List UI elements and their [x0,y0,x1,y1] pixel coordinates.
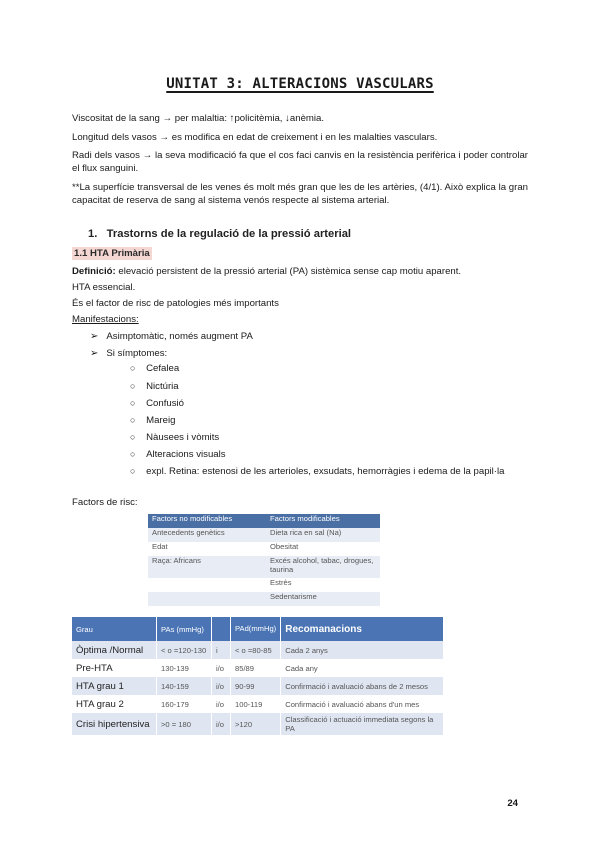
hta-essencial: HTA essencial. [72,282,136,293]
table-cell: 100-119 [231,695,281,713]
table-cell: Estrès [270,578,292,587]
table-cell: Confirmació i avaluació abans d'un mes [281,695,444,713]
bullet-simptomes [90,347,167,360]
symptom-item: ○ Mareig [130,415,176,426]
table-cell: Crisi hipertensiva [72,713,157,735]
intro-longitud: Longitud dels vasos → es modifica en edat de creixement i en les malalties vasculars. [72,132,438,143]
circle-bullet-icon: ○ [130,466,136,476]
page-number: 24 [507,798,518,809]
intro-superficie: **La superfície transversal de les venes és molt més gran que les de les artèries, (4/1). Això explica la gran capacitat de reserva de sang al sistema venós respecte al sistema arterial. [72,182,528,206]
circle-bullet-icon: ○ [130,363,136,373]
risk-factor-line: És el factor de risc de patologies més importants [72,298,279,309]
table-cell: i/o [212,713,231,735]
table-cell: i/o [212,677,231,695]
definition-label: Definició: [72,266,116,277]
symptom-item: ○ Cefalea [130,363,180,374]
page-title: UNITAT 3: ALTERACIONS VASCULARS [166,76,434,92]
intro-viscositat: Viscositat de la sang → per malaltia: ↑policitèmia, ↓anèmia. [72,113,325,124]
table-cell: i/o [212,695,231,713]
intro-radi: Radi dels vasos → la seva modificació fa que el cos faci canvis en la resistència perifèrica i poder controlar el flux sanguini. [72,150,528,174]
table-row [72,713,444,735]
table-cell: Edat [152,542,168,551]
table-header-cell: PAs (mmHg) [157,617,212,641]
table-row [148,542,380,556]
table-row [72,659,444,677]
definition [72,265,528,278]
subsection-heading: 1.1 HTA Primària [74,248,150,259]
factors-table [148,514,380,606]
table-cell: Confirmació i avaluació abans de 2 mesos [281,677,444,695]
table-cell: 130-139 [157,659,212,677]
table-cell: Excés alcohol, tabac, drogues, taurina [266,556,380,578]
table-header-cell: PAd(mmHg) [231,617,281,641]
table-header-cell [212,617,231,641]
table-header-cell: Factors no modificables [148,514,266,528]
table-row [72,641,444,659]
table-header-row [148,514,380,528]
symptom-item: ○ Nàusees i vòmits [130,432,220,443]
table-row [72,677,444,695]
table-header-cell: Grau [72,617,157,641]
bullet-text: Asimptomàtic, només augment PA [106,331,253,342]
table-cell: >120 [231,713,281,735]
table-cell: Cada 2 anys [281,641,444,659]
circle-bullet-icon: ○ [130,449,136,459]
table-cell: 85/89 [231,659,281,677]
grade-table [72,617,444,735]
table-row [148,578,380,592]
bullet-asimptomatic [90,330,253,343]
table-header-cell: Recomanacions [281,617,444,641]
table-cell: Raça: Africans [148,556,266,578]
section-heading [88,228,351,240]
circle-bullet-icon: ○ [130,432,136,442]
table-header-row [72,617,444,641]
table-cell: 160-179 [157,695,212,713]
table-cell: Sedentarisme [266,592,380,606]
table-cell: Òptima /Normal [72,641,157,659]
table-cell: HTA grau 2 [72,695,157,713]
table-cell: Dieta rica en sal (Na) [266,528,380,542]
table-cell: Obesitat [270,542,299,551]
table-cell [148,578,266,592]
table-cell: Pre-HTA [72,659,157,677]
table-cell: HTA grau 1 [72,677,157,695]
section-number: 1. [88,228,98,240]
circle-bullet-icon: ○ [130,415,136,425]
table-row [148,592,380,606]
table-row [148,528,380,542]
table-cell: i/o [212,659,231,677]
table-cell: < o =80-85 [231,641,281,659]
circle-bullet-icon: ○ [130,398,136,408]
arrow-bullet-icon: ➢ [90,331,99,342]
table-cell: 140-159 [157,677,212,695]
table-cell: >0 = 180 [157,713,212,735]
table-cell: Antecedents genètics [148,528,266,542]
table-cell: Cada any [281,659,444,677]
table-cell: i [212,641,231,659]
table-header-cell: Factors modificables [266,514,380,528]
section-heading-text: Trastorns de la regulació de la pressió arterial [106,228,352,240]
bullet-text: Si símptomes: [106,348,168,359]
manifestacions-label: Manifestacions: [72,314,139,325]
table-cell: < o =120-130 [157,641,212,659]
symptom-item: ○ Confusió [130,398,184,409]
table-cell: Classificació i actuació immediata segons la PA [281,713,444,735]
definition-text: elevació persistent de la pressió arterial (PA) sistèmica sense cap motiu aparent. [115,266,462,277]
symptom-item: ○ Alteracions visuals [130,449,226,460]
table-row [148,556,380,578]
table-cell: 90-99 [231,677,281,695]
table-cell [148,592,266,606]
symptom-item: ○ expl. Retina: estenosi de les arterioles, exsudats, hemorràgies i edema de la papil·la [130,466,505,477]
circle-bullet-icon: ○ [130,381,136,391]
arrow-bullet-icon: ➢ [90,348,99,359]
factors-label: Factors de risc: [72,497,138,508]
table-row [72,695,444,713]
symptom-item: ○ Nictúria [130,381,179,392]
